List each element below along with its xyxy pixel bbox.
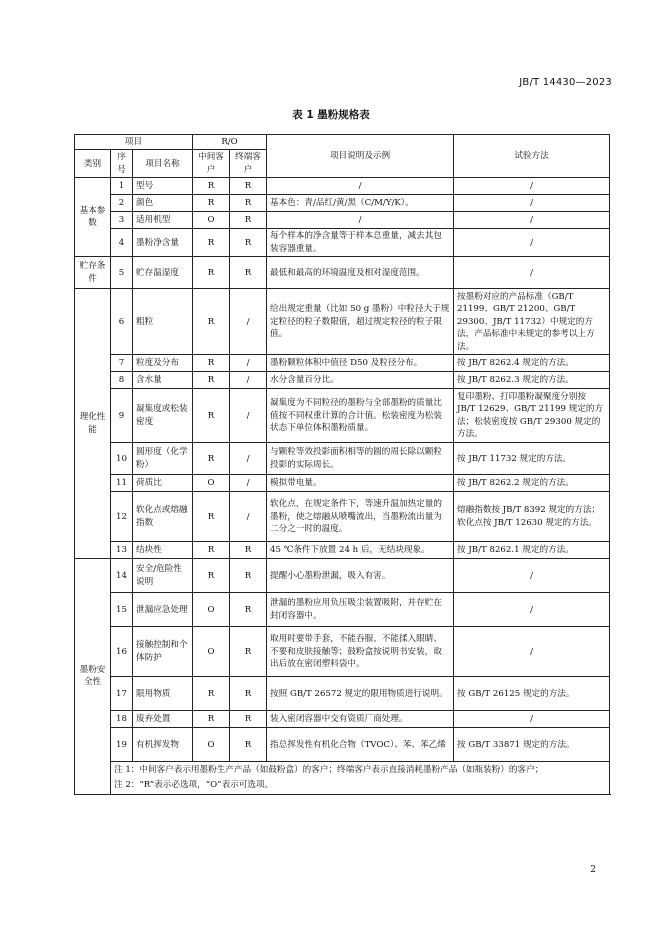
- row-method: /: [454, 212, 610, 229]
- row-no: 6: [111, 289, 133, 355]
- row-method: /: [454, 627, 610, 677]
- row-end: R: [230, 593, 267, 627]
- row-end: /: [230, 389, 267, 443]
- category-cell: 理化性能: [75, 289, 111, 559]
- table-notes: [111, 762, 610, 794]
- row-desc: 与颗粒等效投影面积相等的圆的周长除以颗粒投影的实际周长。: [267, 443, 454, 475]
- row-end: /: [230, 355, 267, 372]
- table-row: [75, 559, 610, 593]
- row-no: 18: [111, 711, 133, 728]
- row-end: /: [230, 492, 267, 542]
- row-name: 软化点或熔融指数: [133, 492, 193, 542]
- category-cell: 墨粉安全性: [75, 559, 111, 794]
- row-desc: 水分含量百分比。: [267, 372, 454, 389]
- row-method: 按 JB/T 8262.4 规定的方法。: [454, 355, 610, 372]
- row-method: /: [454, 593, 610, 627]
- row-mid: O: [193, 212, 230, 229]
- table-row: [75, 195, 610, 212]
- table-row: [75, 728, 610, 762]
- row-name: 限用物质: [133, 677, 193, 711]
- row-mid: O: [193, 627, 230, 677]
- row-desc: 指总挥发性有机化合物（TVOC）、苯、苯乙烯: [267, 728, 454, 762]
- row-method: /: [454, 178, 610, 195]
- row-mid: R: [193, 195, 230, 212]
- row-end: R: [230, 627, 267, 677]
- header-mid-customer: 中间客户: [193, 150, 230, 178]
- row-no: 3: [111, 212, 133, 229]
- table-row: [75, 389, 610, 443]
- row-no: 10: [111, 443, 133, 475]
- row-end: R: [230, 559, 267, 593]
- table-title: 表 1 墨粉规格表: [292, 109, 370, 121]
- row-name: 含水量: [133, 372, 193, 389]
- row-name: 墨粉净含量: [133, 229, 193, 257]
- row-desc: 提醒小心墨粉泄漏，吸入有害。: [267, 559, 454, 593]
- row-name: 圆形度（化学粉）: [133, 443, 193, 475]
- table-row: [75, 677, 610, 711]
- row-no: 2: [111, 195, 133, 212]
- row-no: 15: [111, 593, 133, 627]
- row-desc: 按照 GB/T 26572 规定的限用物质进行说明。: [267, 677, 454, 711]
- header-item-name: 项目名称: [133, 150, 193, 178]
- row-desc: 给出规定重量（比如 50 g 墨粉）中粒径大于规定粒径的粒子数限值，超过规定粒径的粒子限值。: [267, 289, 454, 355]
- row-name: 粒度及分布: [133, 355, 193, 372]
- row-desc: 45 ℃条件下放置 24 h 后，无结块现象。: [267, 542, 454, 559]
- table-row: [75, 178, 610, 195]
- row-method: /: [454, 257, 610, 289]
- row-name: 废弃处置: [133, 711, 193, 728]
- page-number: 2: [590, 865, 596, 875]
- row-mid: O: [193, 475, 230, 492]
- row-name: 粗粒: [133, 289, 193, 355]
- row-desc: 取用时要带手套，不能吞服、不能揉入眼睛、不要和皮肤接触等；鼓粉盒按说明书安装，取出后放在密闭塑料袋中。: [267, 627, 454, 677]
- row-mid: R: [193, 229, 230, 257]
- row-desc: 装入密闭容器中交有资质厂商处理。: [267, 711, 454, 728]
- row-no: 1: [111, 178, 133, 195]
- row-end: R: [230, 677, 267, 711]
- row-no: 7: [111, 355, 133, 372]
- note-1: 注 1：中间客户表示用墨粉生产产品（如鼓粉盒）的客户；终端客户表示直接消耗墨粉产品（如瓶装粉）的客户；: [114, 765, 544, 776]
- table-row: [75, 289, 610, 355]
- row-no: 11: [111, 475, 133, 492]
- notes-row: [75, 762, 610, 794]
- row-method: /: [454, 711, 610, 728]
- row-name: 有机挥发物: [133, 728, 193, 762]
- row-method: 按 JB/T 8262.3 规定的方法。: [454, 372, 610, 389]
- table-row: [75, 542, 610, 559]
- row-name: 凝集度或松装密度: [133, 389, 193, 443]
- table-row: [75, 229, 610, 257]
- row-desc: 每个样本的净含量等于样本总重量，减去其包装容器重量。: [267, 229, 454, 257]
- row-method: 按墨粉对应的产品标准（GB/T 21199、GB/T 21200、GB/T 29300、JB/T 11732）中规定的方法，产品标准中未规定的参考以上方法。: [454, 289, 610, 355]
- row-name: 贮存温湿度: [133, 257, 193, 289]
- row-mid: R: [193, 289, 230, 355]
- row-desc: /: [267, 178, 454, 195]
- spec-table: [74, 134, 610, 795]
- row-method: /: [454, 195, 610, 212]
- category-cell: 贮存条件: [75, 257, 111, 289]
- row-mid: R: [193, 711, 230, 728]
- row-mid: R: [193, 443, 230, 475]
- row-end: R: [230, 212, 267, 229]
- row-end: /: [230, 475, 267, 492]
- row-no: 8: [111, 372, 133, 389]
- row-desc: 最低和最高的环境温度及相对湿度范围。: [267, 257, 454, 289]
- row-name: 接触控制和个体防护: [133, 627, 193, 677]
- row-method: 按 JB/T 8262.2 规定的方法。: [454, 475, 610, 492]
- row-mid: R: [193, 389, 230, 443]
- header-ro-group: R/O: [193, 135, 267, 150]
- row-method: /: [454, 559, 610, 593]
- row-method: 按 JB/T 8262.1 规定的方法。: [454, 542, 610, 559]
- row-no: 9: [111, 389, 133, 443]
- row-method: 复印墨粉、打印墨粉凝聚度分别按 JB/T 12629、GB/T 21199 规定的方法；松装密度按 GB/T 29300 规定的方法。: [454, 389, 610, 443]
- row-end: R: [230, 728, 267, 762]
- table-row: [75, 475, 610, 492]
- table-row: [75, 711, 610, 728]
- row-mid: R: [193, 677, 230, 711]
- row-no: 4: [111, 229, 133, 257]
- row-name: 颜色: [133, 195, 193, 212]
- row-no: 12: [111, 492, 133, 542]
- table-row: [75, 372, 610, 389]
- table-row: [75, 443, 610, 475]
- row-end: R: [230, 178, 267, 195]
- header-category: 类别: [75, 150, 111, 178]
- row-mid: O: [193, 728, 230, 762]
- row-no: 14: [111, 559, 133, 593]
- header-seq: 序号: [111, 150, 133, 178]
- header-description: 项目说明及示例: [267, 135, 454, 178]
- row-mid: R: [193, 492, 230, 542]
- row-desc: 凝集度为不同粒径的墨粉与全部墨粉的质量比值按不同权重计算的合计值。松装密度为松装状态下单位体积墨粉质量。: [267, 389, 454, 443]
- header-test-method: 试验方法: [454, 135, 610, 178]
- note-2: 注 2：“R”表示必选项，“O”表示可选项。: [114, 779, 274, 790]
- header-end-customer: 终端客户: [230, 150, 267, 178]
- row-mid: R: [193, 257, 230, 289]
- table-row: [75, 257, 610, 289]
- table-row: [75, 593, 610, 627]
- row-end: /: [230, 289, 267, 355]
- category-cell: 基本参数: [75, 178, 111, 257]
- row-name: 泄漏应急处理: [133, 593, 193, 627]
- header-item-group: 项目: [75, 135, 193, 150]
- row-no: 16: [111, 627, 133, 677]
- row-method: 熔融指数按 JB/T 8392 规定的方法；软化点按 JB/T 12630 规定的方法。: [454, 492, 610, 542]
- row-end: R: [230, 195, 267, 212]
- row-method: 按 JB/T 11732 规定的方法。: [454, 443, 610, 475]
- row-desc: 基本色：青/品红/黄/黑（C/M/Y/K）。: [267, 195, 454, 212]
- table-row: [75, 212, 610, 229]
- row-desc: 墨粉颗粒体积中值径 D50 及粒径分布。: [267, 355, 454, 372]
- row-mid: R: [193, 559, 230, 593]
- row-desc: 泄漏的墨粉应用负压吸尘装置吸附，并存贮在封闭容器中。: [267, 593, 454, 627]
- row-name: 适用机型: [133, 212, 193, 229]
- row-mid: R: [193, 178, 230, 195]
- table-row: [75, 627, 610, 677]
- row-method: 按 GB/T 33871 规定的方法。: [454, 728, 610, 762]
- row-end: /: [230, 372, 267, 389]
- row-end: R: [230, 257, 267, 289]
- table-row: [75, 492, 610, 542]
- row-no: 19: [111, 728, 133, 762]
- row-name: 安全/危险性说明: [133, 559, 193, 593]
- row-name: 荷质比: [133, 475, 193, 492]
- row-no: 5: [111, 257, 133, 289]
- row-desc: /: [267, 212, 454, 229]
- row-mid: R: [193, 542, 230, 559]
- row-mid: R: [193, 355, 230, 372]
- row-name: 结块性: [133, 542, 193, 559]
- row-no: 13: [111, 542, 133, 559]
- row-end: R: [230, 711, 267, 728]
- row-method: 按 GB/T 26125 规定的方法。: [454, 677, 610, 711]
- row-mid: R: [193, 372, 230, 389]
- row-desc: 软化点，在规定条件下，等速升温加热定量的墨粉，使之熔融从喷嘴流出，当墨粉流出量为二分之一时的温度。: [267, 492, 454, 542]
- row-end: R: [230, 542, 267, 559]
- row-mid: O: [193, 593, 230, 627]
- row-name: 型号: [133, 178, 193, 195]
- row-desc: 模拟带电量。: [267, 475, 454, 492]
- table-row: [75, 355, 610, 372]
- row-method: /: [454, 229, 610, 257]
- row-no: 17: [111, 677, 133, 711]
- row-end: R: [230, 229, 267, 257]
- row-end: /: [230, 443, 267, 475]
- standard-code: JB/T 14430—2023: [519, 77, 612, 88]
